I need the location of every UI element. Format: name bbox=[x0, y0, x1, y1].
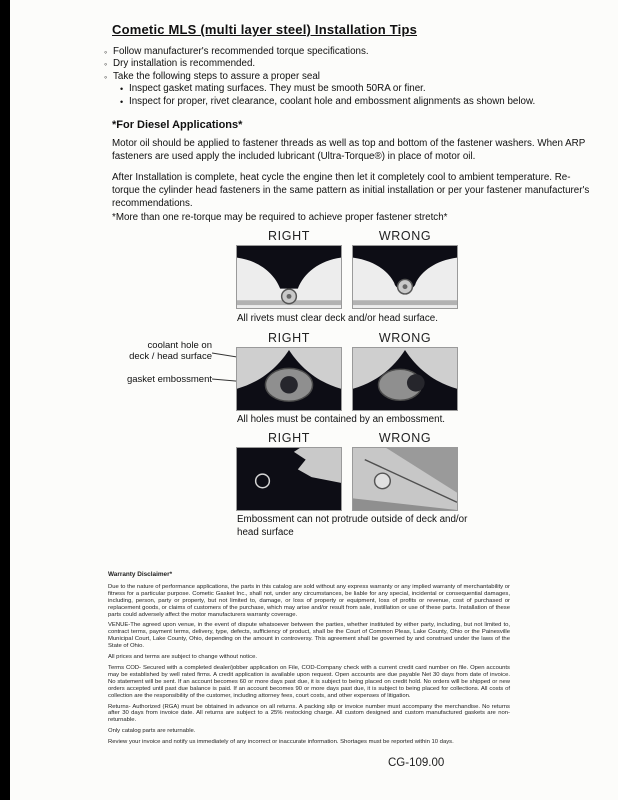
row2-right-label: RIGHT bbox=[268, 331, 310, 345]
diesel-paragraph-1: Motor oil should be applied to fastener threads as well as top and bottom of the fastener washers. When ARP fasteners are used apply the included lubricant (Ultra-Torque®) in place of motor oil. bbox=[112, 138, 586, 162]
installation-tips-list bbox=[104, 46, 586, 108]
tip-item: ◦ Follow manufacturer's recommended torque specifications. bbox=[104, 46, 586, 58]
gasket-embossment-annotation: gasket embossment bbox=[126, 374, 212, 385]
row3-caption: Embossment can not protrude outside of deck and/or head surface bbox=[237, 514, 468, 538]
row3-right-diagram bbox=[236, 447, 342, 511]
warranty-disclaimer bbox=[108, 572, 510, 750]
disclaimer-paragraph: Returns- Authorized (RGA) must be obtained in advance on all returns. A packing slip or invoice number must accompany the merchandise. No returns after 30 days from invoice date. All returns are subject to a 25% restocking charge. All custom designed and custom manufactured gaskets are non-returnable. bbox=[108, 703, 510, 724]
hole-crossing-illustration bbox=[353, 348, 457, 410]
disclaimer-heading: Warranty Disclaimer* bbox=[108, 571, 173, 578]
tip-item: ◦ Take the following steps to assure a proper seal bbox=[104, 71, 586, 83]
embossment-outline bbox=[375, 473, 391, 489]
row1-wrong-diagram bbox=[352, 245, 458, 309]
row2-wrong-diagram bbox=[352, 347, 458, 411]
tip-item: ◦ Dry installation is recommended. bbox=[104, 58, 586, 70]
tip-sublist bbox=[120, 83, 586, 108]
row3-wrong-diagram bbox=[352, 447, 458, 511]
row3-wrong-label: WRONG bbox=[378, 431, 432, 445]
disclaimer-paragraph: All prices and terms are subject to change without notice. bbox=[108, 654, 257, 661]
diesel-applications-heading: *For Diesel Applications* bbox=[112, 119, 243, 131]
embossment-inside-illustration bbox=[237, 448, 341, 510]
diesel-paragraph-2: After Installation is complete, heat cycle the engine then let it completely cool to ambient temperature. Re-torque the cylinder head fasteners in the same pattern as initial installation or per your fastener manufacturer's recommendations. bbox=[112, 172, 590, 209]
coolant-hole-annotation-line1: coolant hole on bbox=[147, 340, 212, 351]
coolant-hole-icon bbox=[280, 376, 298, 393]
disclaimer-paragraph: VENUE-The agreed upon venue, in the event of dispute whatsoever between the parties, whether instituted by either party, including, but not limited to, contract terms, payment terms, delivery, type, defects, sufficiency of product, shall be the Court of Common Pleas, Lake County, Ohio or the Painesville Municipal Court, Lake County, Ohio, depending on the amount in controversy. This agreement shall be governed by and construed under the laws of the State of Ohio. bbox=[108, 622, 510, 650]
deck-surface bbox=[353, 300, 457, 305]
page-title: Cometic MLS (multi layer steel) Installation Tips bbox=[112, 22, 418, 37]
rivet-clear-illustration bbox=[237, 246, 341, 308]
row3-right-label: RIGHT bbox=[268, 431, 310, 445]
row1-right-diagram bbox=[236, 245, 342, 309]
coolant-hole-icon bbox=[407, 374, 425, 391]
disclaimer-paragraph: Due to the nature of performance applications, the parts in this catalog are sold without any express warranty or any implied warranty of merchantability or fitness for a particular purpose. Cometic Gasket Inc., shall not, under any circumstances, be liable for any special, incidental or consequential damages, including, person, party or property, but not limited to, damage, or loss of property or equipment, loss of profits or revenue, cost of purchased or replacement goods, or claims of customers of the purchase, which may arise and/or result from sale, instillation or use of these parts. Installation of these parts could adversely affect the motor manufacturers warranty coverage. bbox=[108, 583, 510, 618]
disclaimer-paragraph: Review your invoice and notify us immediately of any incorrect or inaccurate information. Shortages must be reported within 10 days. bbox=[108, 739, 454, 746]
row1-wrong-label: WRONG bbox=[378, 229, 432, 243]
coolant-hole-annotation-line2: deck / head surface bbox=[129, 350, 212, 362]
tip-subitem: • Inspect for proper, rivet clearance, coolant hole and embossment alignments as shown below. bbox=[120, 96, 586, 108]
rivet-interference-illustration bbox=[353, 246, 457, 308]
row1-caption: All rivets must clear deck and/or head surface. bbox=[237, 313, 438, 324]
row2-right-diagram bbox=[236, 347, 342, 411]
disclaimer-paragraph: Only catalog parts are returnable. bbox=[108, 728, 196, 735]
hole-contained-illustration bbox=[237, 348, 341, 410]
coolant-hole-annotation bbox=[122, 341, 212, 363]
tip-subitem: • Inspect gasket mating surfaces. They must be smooth 50RA or finer. bbox=[120, 83, 586, 95]
page-code: CG-109.00 bbox=[388, 757, 445, 769]
row1-right-label: RIGHT bbox=[268, 229, 310, 243]
embossment-protruding-illustration bbox=[353, 448, 457, 510]
row2-caption: All holes must be contained by an embossment. bbox=[237, 414, 446, 425]
scan-binding-bar bbox=[0, 0, 10, 800]
retorque-note: *More than one re-torque may be required to achieve proper fastener stretch* bbox=[112, 212, 448, 223]
disclaimer-paragraph: Terms COD- Secured with a completed dealer/jobber application on File, COD-Company check with a current credit card number on file. Open accounts may be established by well rated firms. A credit application is available upon request. Open accounts are due payable Net 30 days from date of invoice. No statement will be sent. If an account becomes 60 or more days past due, it is subject to being placed on credit hold. No orders will be shipped or new orders accepted until past due balance is paid. If an account becomes 90 or more days past due, it is subject to being placed for collections. All costs of collection are the responsibility of the customer, including attorney fees, court costs, and other expenses of litigation. bbox=[108, 664, 510, 699]
row2-wrong-label: WRONG bbox=[378, 331, 432, 345]
